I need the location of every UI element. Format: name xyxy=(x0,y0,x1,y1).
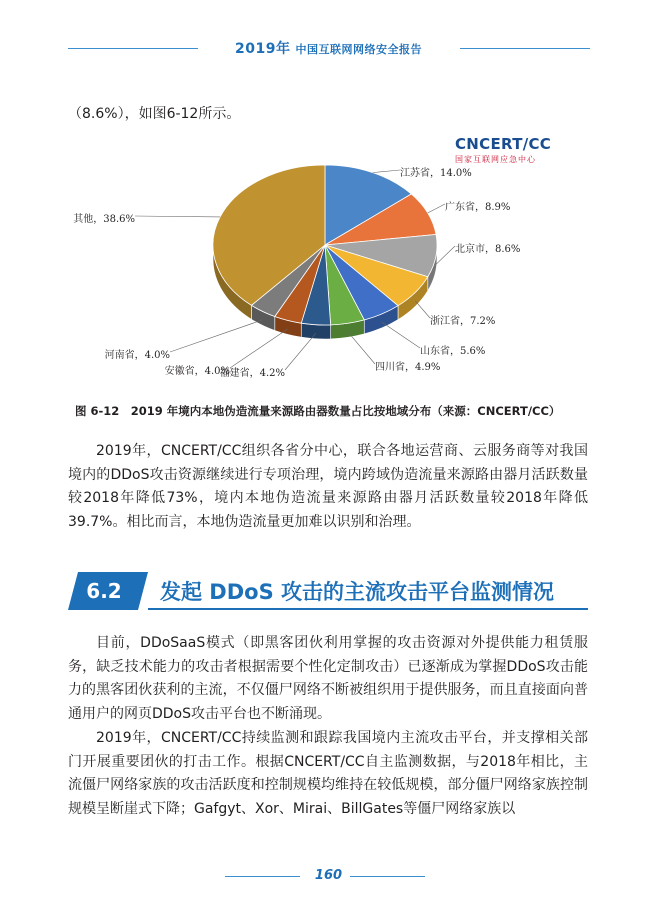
leader-line-0 xyxy=(373,170,400,173)
header-year: 2019年 xyxy=(235,41,291,57)
header-report-name: 中国互联网网络安全报告 xyxy=(295,43,422,56)
leader-line-2 xyxy=(436,246,455,264)
leader-line-9 xyxy=(135,216,220,217)
paragraph-3: 2019年，CNCERT/CC持续监测和跟踪我国境内主流攻击平台，并支撑相关部门开展重要团伙的打击工作。根据CNCERT/CC自主监测数据，与2018年相比，主流僵尸网络家族的攻击活跃度和控制规模均维持在较低规模，部分僵尸网络家族控制规模呈断崖式下降；Gafgyt、Xor、Mirai、BillGates等僵尸网络家族以 xyxy=(68,730,588,817)
leader-line-8 xyxy=(170,320,263,352)
leader-line-3 xyxy=(415,301,430,318)
section-underline xyxy=(148,608,588,610)
paragraph-1: 2019年，CNCERT/CC组织各省分中心，联合各地运营商、云服务商等对我国境内的DDoS攻击资源继续进行专项治理，境内跨域伪造流量来源路由器月活跃数量较2018年降低73%，境内本地伪造流量来源路由器月活跃数量较2018年降低39.7%。相比而言，本地伪造流量更加难以识别和治理。 xyxy=(68,443,588,530)
pie-label-9: 其他，38.6% xyxy=(73,214,135,225)
leader-line-5 xyxy=(348,332,375,364)
pie-label-1: 广东省，8.9% xyxy=(445,202,511,213)
logo-main-text: CNCERT/CC xyxy=(455,135,552,153)
paragraph-2: 目前，DDoSaaS模式（即黑客团伙利用掌握的攻击资源对外提供能力租赁服务，缺乏技术能力的攻击者根据需要个性化定制攻击）已逐渐成为掌握DDoS攻击能力的黑客团伙获利的主流，不仅僵尸网络不断被组织用于提供服务，而且直接面向普通用户的网页DDoS攻击平台也不断涌现。 xyxy=(68,635,588,722)
pie-label-0: 江苏省，14.0% xyxy=(400,168,472,179)
leader-line-4 xyxy=(382,322,420,348)
pie-label-3: 浙江省，7.2% xyxy=(430,316,496,327)
leader-line-1 xyxy=(428,204,445,213)
figure-caption: 图 6-12 2019 年境内本地伪造流量来源路由器数量占比按地域分布（来源：CNCERT/CC） xyxy=(75,404,561,418)
leader-line-6 xyxy=(285,333,316,370)
pie-label-7: 安徽省，4.0% xyxy=(164,366,230,377)
page-header xyxy=(0,38,657,58)
leader-line-7 xyxy=(230,329,288,368)
logo-sub-text: 国家互联网应急中心 xyxy=(455,155,536,164)
section-number: 6.2 xyxy=(86,579,122,603)
pie-label-2: 北京市，8.6% xyxy=(455,244,521,255)
page-footer xyxy=(0,868,657,888)
section-heading xyxy=(68,572,588,612)
page-number: 160 xyxy=(314,868,343,883)
pie-slice-side-6 xyxy=(301,323,330,339)
intro-line: （8.6%），如图6-12所示。 xyxy=(68,106,241,122)
pie-label-6: 福建省，4.2% xyxy=(219,368,285,379)
pie-chart xyxy=(73,150,560,390)
pie-label-4: 山东省，5.6% xyxy=(420,346,486,357)
header-title xyxy=(0,38,657,58)
section-title: 发起 DDoS 攻击的主流攻击平台监测情况 xyxy=(160,580,555,604)
pie-label-5: 四川省，4.9% xyxy=(375,362,441,373)
pie-label-8: 河南省，4.0% xyxy=(104,350,170,361)
